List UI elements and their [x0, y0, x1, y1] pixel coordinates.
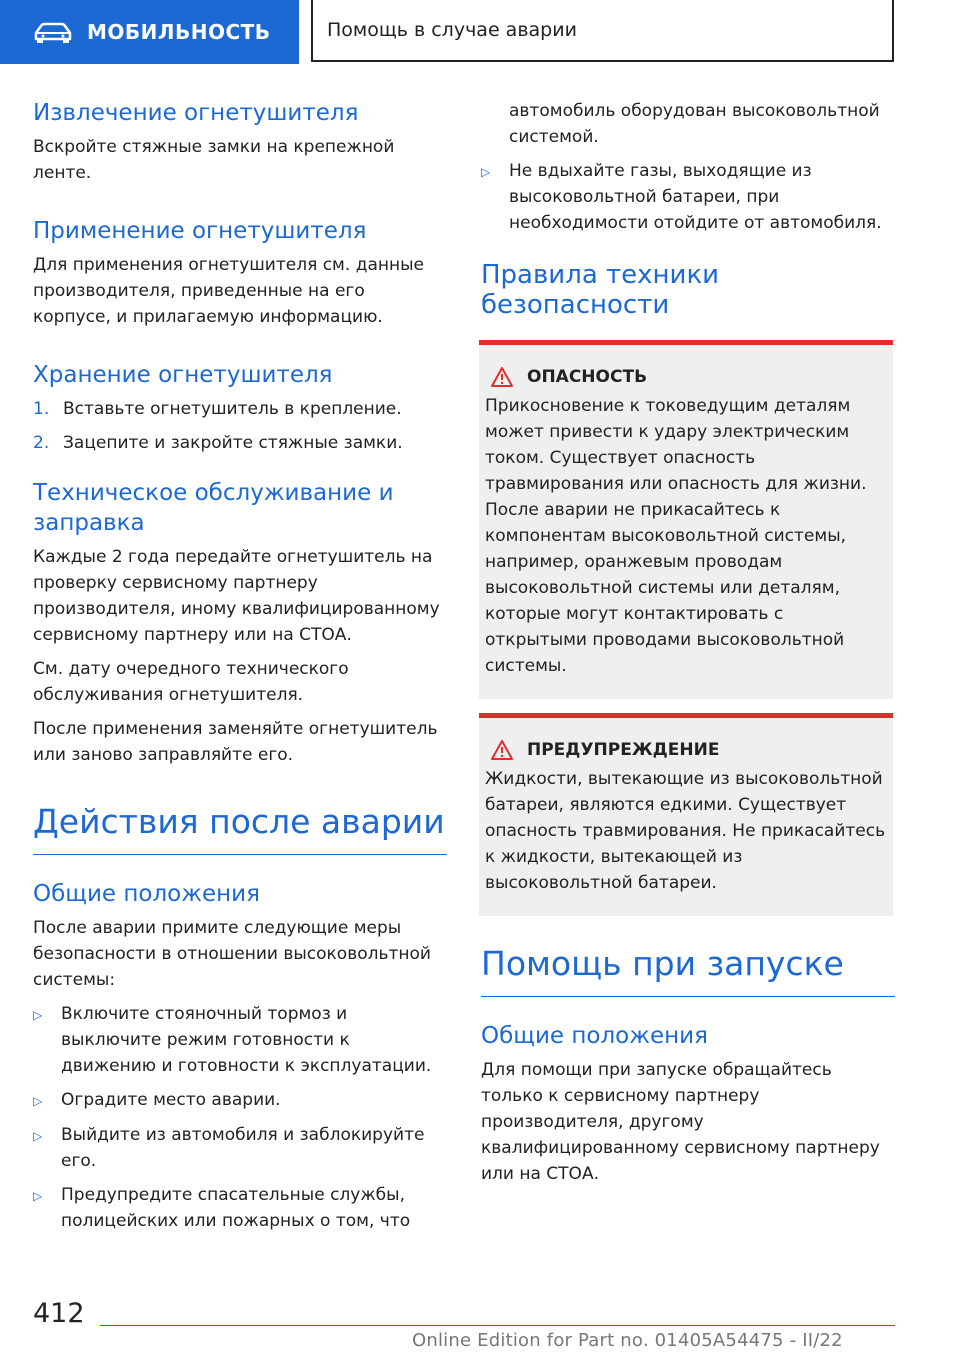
extinguisher-removal-text: Вскройте стяжные замки на крепежной ленте.: [33, 137, 395, 183]
warning-triangle-icon: [491, 740, 513, 760]
triangle-bullet-icon: ▷: [33, 1189, 43, 1203]
section-label: МОБИЛЬНОСТЬ: [87, 20, 271, 44]
list-item: [33, 1122, 447, 1174]
extinguisher-storage-heading: Хранение огнетушителя: [33, 362, 333, 388]
car-icon: [33, 21, 73, 43]
warning-triangle-icon: [491, 367, 513, 387]
continued-text: автомобиль оборудован высоковольтной системой.: [509, 101, 880, 147]
step-text: Вставьте огнетушитель в крепление.: [63, 399, 402, 419]
list-item: [33, 1001, 447, 1079]
footer-divider: [100, 1325, 895, 1326]
triangle-bullet-icon: ▷: [33, 1129, 43, 1143]
triangle-bullet-icon: ▷: [33, 1094, 43, 1108]
bullet-text: Выйдите из автомобиля и заблокируйте его.: [61, 1125, 425, 1171]
general-heading: Общие положения: [33, 881, 260, 907]
list-item: [33, 1087, 447, 1114]
chapter-header: [311, 0, 894, 62]
jump-start-chapter-title: Помощь при запуске: [481, 944, 895, 997]
safety-rules-heading: Правила техники безопасности: [481, 260, 720, 320]
list-item: [33, 396, 447, 422]
edition-footer: Online Edition for Part no. 01405A54475 - II/22: [412, 1330, 843, 1351]
maintenance-text-2: См. дату очередного технического обслуживания огнетушителя.: [33, 659, 349, 705]
danger-label: ОПАСНОСТЬ: [527, 367, 648, 387]
bullet-text: Включите стояночный тормоз и выключите режим готовности к движению и готовности к эксплуатации.: [61, 1004, 432, 1076]
maintenance-text-1: Каждые 2 года передайте огнетушитель на проверку сервисному партнеру производителя, иному квалифицированному сервисному партнеру или на СТОА.: [33, 547, 440, 645]
maintenance-heading: Техническое обслуживание и заправка: [33, 480, 394, 536]
bullet-text: Оградите место аварии.: [61, 1090, 281, 1110]
warning-text: Жидкости, вытекающие из высоковольтной батареи, являются едкими. Существует опасность травмирования. Не прикасайтесь к жидкости, вытекающей из высоковольтной батареи.: [485, 769, 886, 893]
after-accident-chapter-title: Действия после аварии: [33, 802, 447, 855]
step-text: Зацепите и закройте стяжные замки.: [63, 433, 403, 453]
warning-title: [485, 740, 887, 760]
list-item: [481, 158, 895, 236]
step-number: 2.: [33, 433, 50, 453]
danger-box: [479, 340, 893, 699]
list-item: [33, 430, 447, 456]
danger-text: Прикосновение к токоведущим деталям может привести к удару электрическим током. Существует опасность травмирования или опасность для жизни. После аварии не прикасайтесь к компонентам высоковольтной системы, например, оранжевым проводам высоковольтной системы или деталям, которые могут контактировать с открытыми проводами высоковольтной системы.: [485, 396, 867, 676]
chapter-label: Помощь в случае аварии: [327, 19, 577, 41]
triangle-bullet-icon: ▷: [481, 165, 491, 179]
maintenance-text-3: После применения заменяйте огнетушитель или заново заправляйте его.: [33, 719, 438, 765]
section-tab[interactable]: [0, 0, 299, 64]
warning-box: [479, 713, 893, 916]
warning-label: ПРЕДУПРЕЖДЕНИЕ: [527, 740, 720, 760]
right-column: [481, 98, 895, 1195]
page-number: 412: [33, 1298, 85, 1329]
jump-start-general-heading: Общие положения: [481, 1023, 708, 1049]
jump-start-general-text: Для помощи при запуске обращайтесь только к сервисному партнеру производителя, другому квалифицированному сервисному партнеру или на СТОА.: [481, 1060, 880, 1184]
left-column: [33, 98, 447, 1242]
general-text: После аварии примите следующие меры безопасности в отношении высоковольтной системы:: [33, 918, 431, 990]
extinguisher-use-heading: Применение огнетушителя: [33, 218, 367, 244]
triangle-bullet-icon: ▷: [33, 1008, 43, 1022]
bullet-text: Предупредите спасательные службы, полицейских или пожарных о том, что: [61, 1185, 411, 1231]
extinguisher-use-text: Для применения огнетушителя см. данные производителя, приведенные на его корпусе, и прилагаемую информацию.: [33, 255, 424, 327]
danger-title: [485, 367, 887, 387]
bullet-text: Не вдыхайте газы, выходящие из высоковольтной батареи, при необходимости отойдите от автомобиля.: [509, 161, 882, 233]
step-number: 1.: [33, 399, 50, 419]
extinguisher-removal-heading: Извлечение огнетушителя: [33, 100, 359, 126]
list-item: [33, 1182, 447, 1234]
